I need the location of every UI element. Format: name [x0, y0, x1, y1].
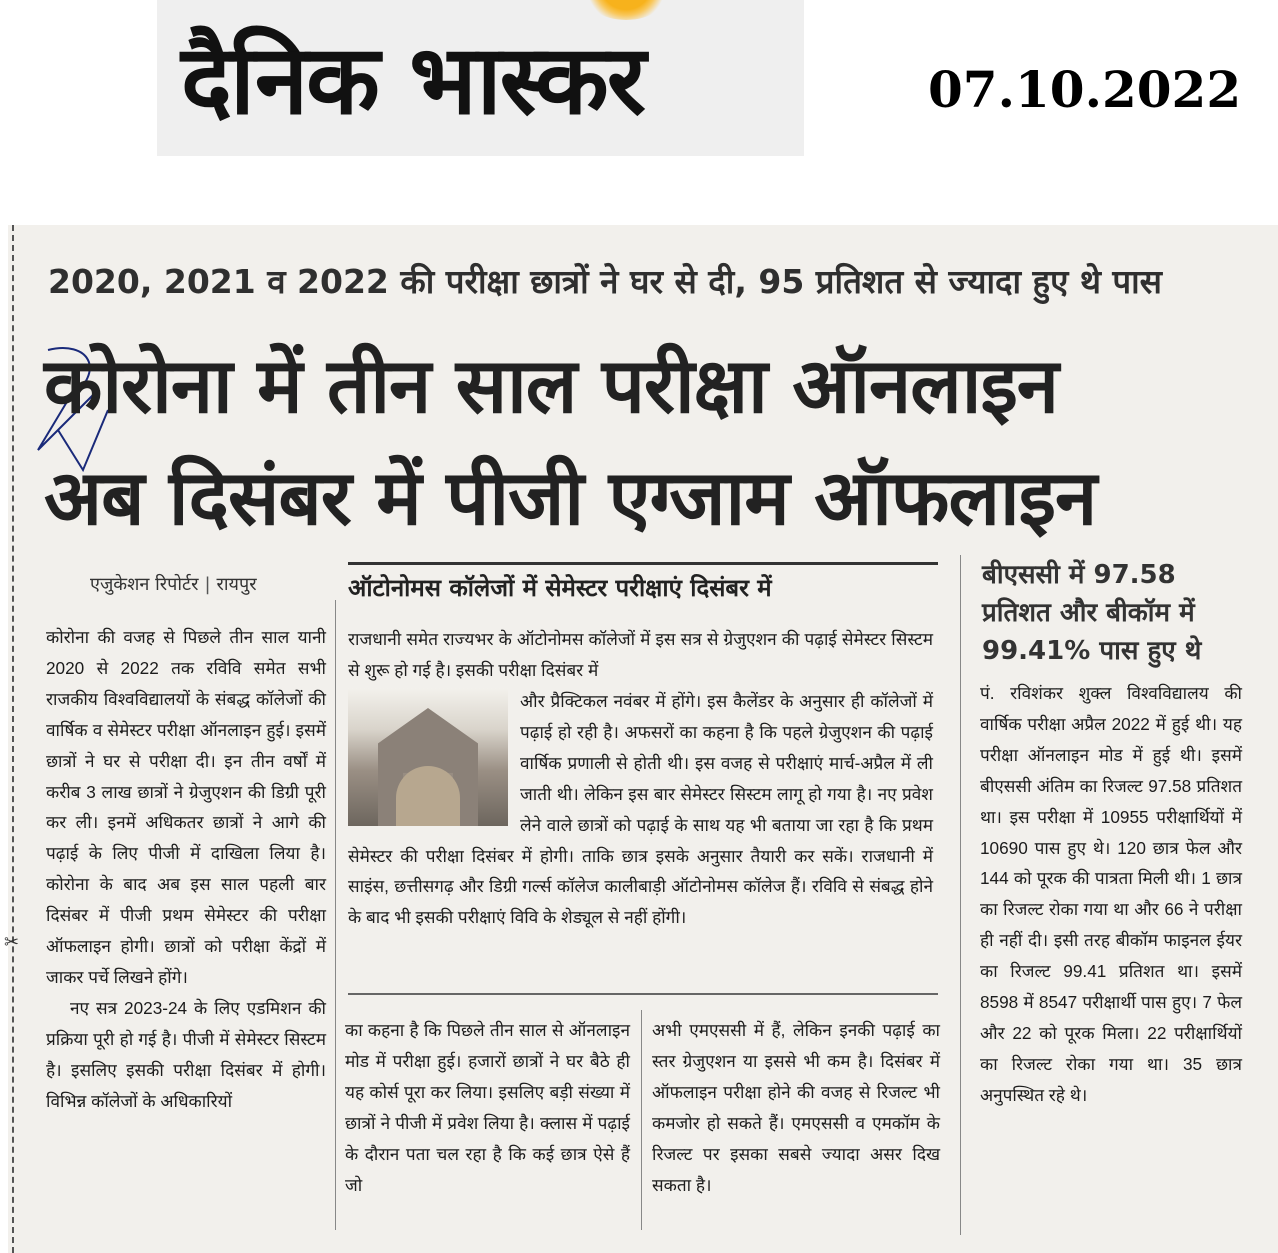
article-column-3: अभी एमएससी में हैं, लेकिन इनकी पढ़ाई का स्तर ग्रेजुएशन या इससे भी कम है। दिसंबर में ऑफलाइन परीक्षा होने की वजह से रिजल्ट भी कमजोर हो सकते हैं। एमएससी व एमकॉम के रिजल्ट पर इसका सबसे ज्यादा असर दिख सकता है।	[652, 1020, 940, 1195]
column-divider-2	[960, 555, 961, 1235]
column-divider-1	[335, 600, 336, 1230]
headline-line-2: अब दिसंबर में पीजी एग्जाम ऑफलाइन	[44, 453, 1097, 542]
section-body-text: और प्रैक्टिकल नवंबर में होंगे। इस कैलेंडर के अनुसार ही कॉलेजों में पढ़ाई हो रही है। अफसरों का कहना है कि पहले ग्रेजुएशन की पढ़ाई वार्षिक प्रणाली से होती थी। इस वजह से परीक्षाएं मार्च-अप्रैल में ली जाती थी। लेकिन इस बार सेमेस्टर सिस्टम लागू हो गया है। नए प्रवेश लेने वाले छात्रों को पढ़ाई के साथ यह भी बताया जा रहा है कि प्रथम सेमेस्टर की परीक्षा दिसंबर में होगी। ताकि छात्र इसके अनुसार तैयारी कर सकें। राजधानी में साइंस, छत्तीसगढ़ और डिग्री गर्ल्स कॉलेज कालीबाड़ी ऑटोनोमस कॉलेज हैं। रविवि से संबद्ध होने के बाद भी इसकी परीक्षाएं विवि के शेड्यूल से नहीं होंगी।	[348, 691, 933, 928]
cut-line	[12, 225, 14, 1253]
byline	[90, 572, 257, 596]
scissors-icon: ✂	[4, 932, 20, 953]
column-divider-3	[641, 1010, 642, 1230]
arch-shape	[396, 766, 460, 826]
masthead	[157, 0, 804, 156]
publication-date: 07.10.2022	[928, 60, 1242, 119]
headline-line-1: कोरोना में तीन साल परीक्षा ऑनलाइन	[44, 341, 1058, 430]
byline-separator: |	[204, 574, 211, 595]
article-kicker: 2020, 2021 व 2022 की परीक्षा छात्रों ने घर से दी, 95 प्रतिशत से ज्यादा हुए थे पास	[48, 262, 1162, 301]
sidebar-body: पं. रविशंकर शुक्ल विश्वविद्यालय की वार्षिक परीक्षा अप्रैल 2022 में हुई थी। यह परीक्षा ऑनलाइन मोड में हुई थी। इसमें बीएससी अंतिम का रिजल्ट 97.58 प्रतिशत था। इस परीक्षा में 10955 परीक्षार्थियों में 10690 पास हुए थे। 120 छात्र फेल और 144 को पूरक की पात्रता मिली थी। 1 छात्र का रिजल्ट रोका गया था और 66 ने परीक्षा ही नहीं दी। इसी तरह बीकॉम फाइनल ईयर का रिजल्ट 99.41 प्रतिशत था। इसमें 8598 में 8547 परीक्षार्थी पास हुए। 7 फेल और 22 को पूरक मिला। 22 परीक्षार्थियों का रिजल्ट रोका गया था। 35 छात्र अनुपस्थित रहे थे।	[980, 683, 1242, 1105]
article-column-1	[46, 622, 326, 1117]
section-body	[348, 686, 933, 933]
section-intro: राजधानी समेत राज्यभर के ऑटोनोमस कॉलेजों में इस सत्र से ग्रेजुएशन की पढ़ाई सेमेस्टर सिस्टम से शुरू हो गई है। इसकी परीक्षा दिसंबर में	[348, 629, 933, 680]
sun-logo-icon	[582, 0, 670, 20]
college-gate-photo	[348, 688, 508, 826]
section-rule	[348, 993, 938, 995]
article-column-2: का कहना है कि पिछले तीन साल से ऑनलाइन मोड में परीक्षा हुई। हजारों छात्रों ने घर बैठे ही यह कोर्स पूरा कर लिया। इसलिए बड़ी संख्या में छात्रों ने पीजी में प्रवेश लिया है। क्लास में पढ़ाई के दौरान पता चल रहा है कि कई छात्र ऐसे हैं जो	[345, 1020, 630, 1195]
byline-city: रायपुर	[216, 574, 257, 595]
newspaper-logo: दैनिक भास्कर	[181, 24, 644, 136]
column-1-paragraph-2: नए सत्र 2023-24 के लिए एडमिशन की प्रक्रिया पूरी हो गई है। पीजी में सेमेस्टर सिस्टम है। इसलिए इसकी परीक्षा दिसंबर में होगी। विभिन्न कॉलेजों के अधिकारियों	[46, 997, 326, 1111]
headline	[44, 330, 1096, 554]
column-1-paragraph-1: कोरोना की वजह से पिछले तीन साल यानी 2020 से 2022 तक रविवि समेत सभी राजकीय विश्वविद्यालयों के संबद्ध कॉलेजों की वार्षिक व सेमेस्टर परीक्षा ऑनलाइन हुई। इसमें छात्रों ने घर से परीक्षा दी। इन तीन वर्षों में करीब 3 लाख छात्रों ने ग्रेजुएशन की डिग्री पूरी कर ली। इनमें अधिकतर छात्रों ने आगे की पढ़ाई के लिए पीजी में दाखिला लिया है। कोरोना के बाद अब इस साल पहली बार दिसंबर में पीजी प्रथम सेमेस्टर की परीक्षा ऑफलाइन होगी। छात्रों को परीक्षा केंद्रों में जाकर पर्चे लिखने होंगे।	[46, 627, 326, 987]
byline-reporter: एजुकेशन रिपोर्टर	[90, 574, 199, 595]
sidebar-heading: बीएससी में 97.58 प्रतिशत और बीकॉम में 99.41% पास हुए थे	[982, 560, 1202, 666]
section-heading: ऑटोनोमस कॉलेजों में सेमेस्टर परीक्षाएं दिसंबर में	[348, 562, 938, 604]
